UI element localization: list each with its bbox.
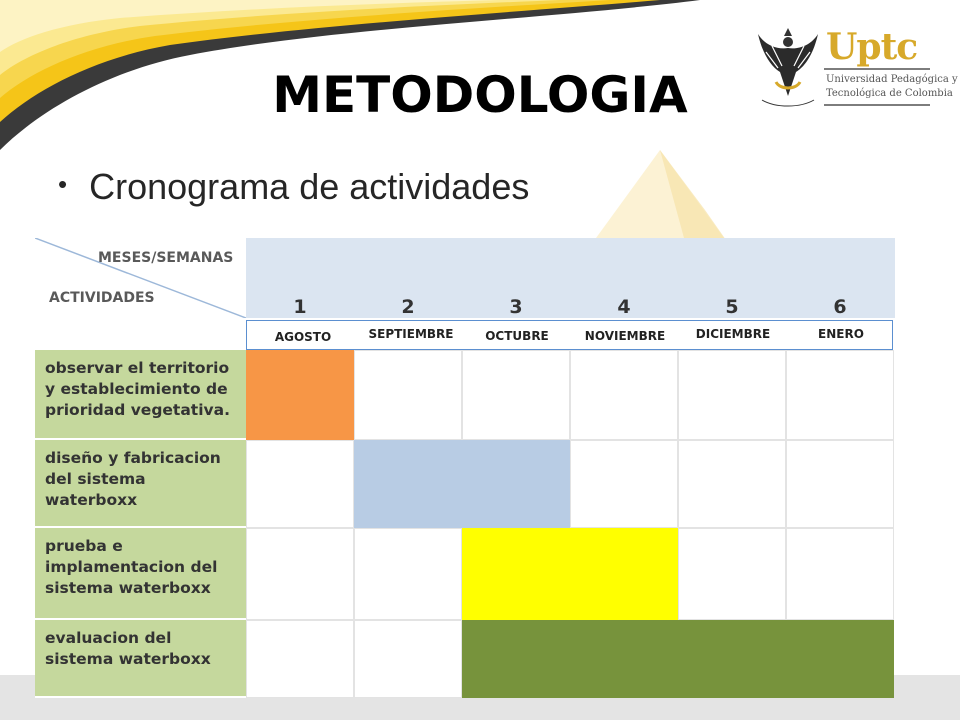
schedule-cell — [462, 350, 570, 440]
schedule-cell — [354, 528, 462, 620]
schedule-cell — [786, 350, 894, 440]
column-number: 6 — [833, 296, 847, 318]
column-number: 2 — [401, 296, 415, 318]
bullet-dot-icon: • — [58, 169, 68, 199]
activity-label: diseño y fabricacion del sistema waterboxx — [35, 440, 246, 528]
month-strip — [246, 320, 893, 350]
schedule-cell — [678, 528, 786, 620]
schedule-table — [35, 238, 895, 698]
activity-bar — [354, 440, 570, 528]
schedule-cell — [570, 440, 678, 528]
schedule-cell — [354, 350, 462, 440]
month-label: AGOSTO — [274, 330, 332, 344]
schedule-cell — [246, 440, 354, 528]
schedule-cell — [354, 620, 462, 698]
column-number: 3 — [509, 296, 523, 318]
activity-bar — [462, 620, 894, 698]
logo-line-2: Tecnológica de Colombia — [826, 88, 953, 99]
slide-title: METODOLOGIA — [272, 66, 688, 124]
schedule-cell — [678, 350, 786, 440]
bullet-item — [58, 166, 529, 208]
activity-label: evaluacion del sistema waterboxx — [35, 620, 246, 698]
header-activities-label: ACTIVIDADES — [49, 290, 155, 306]
month-label: ENERO — [818, 327, 864, 341]
logo-line-1: Universidad Pedagógica y — [826, 74, 958, 85]
activity-label: prueba e implamentacion del sistema waterboxx — [35, 528, 246, 620]
bullet-text: Cronograma de actividades — [89, 166, 530, 207]
activity-bar — [246, 350, 354, 440]
header-numbers-band — [246, 238, 895, 318]
month-label: SEPTIEMBRE — [368, 327, 454, 341]
column-number: 1 — [293, 296, 307, 318]
month-label: DICIEMBRE — [695, 327, 771, 341]
schedule-cell — [246, 528, 354, 620]
header-corner-cell — [35, 238, 246, 318]
logo-brand: Uptc — [826, 26, 918, 68]
activity-bar — [462, 528, 678, 620]
column-number: 4 — [617, 296, 631, 318]
schedule-cell — [570, 350, 678, 440]
schedule-cell — [246, 620, 354, 698]
schedule-cell — [678, 440, 786, 528]
month-label: OCTUBRE — [485, 329, 549, 343]
month-label: NOVIEMBRE — [584, 329, 666, 343]
header-months-label: MESES/SEMANAS — [98, 250, 234, 266]
column-number: 5 — [725, 296, 739, 318]
activity-label: observar el territorio y establecimiento de prioridad vegetativa. — [35, 350, 246, 440]
schedule-cell — [786, 440, 894, 528]
schedule-cell — [786, 528, 894, 620]
